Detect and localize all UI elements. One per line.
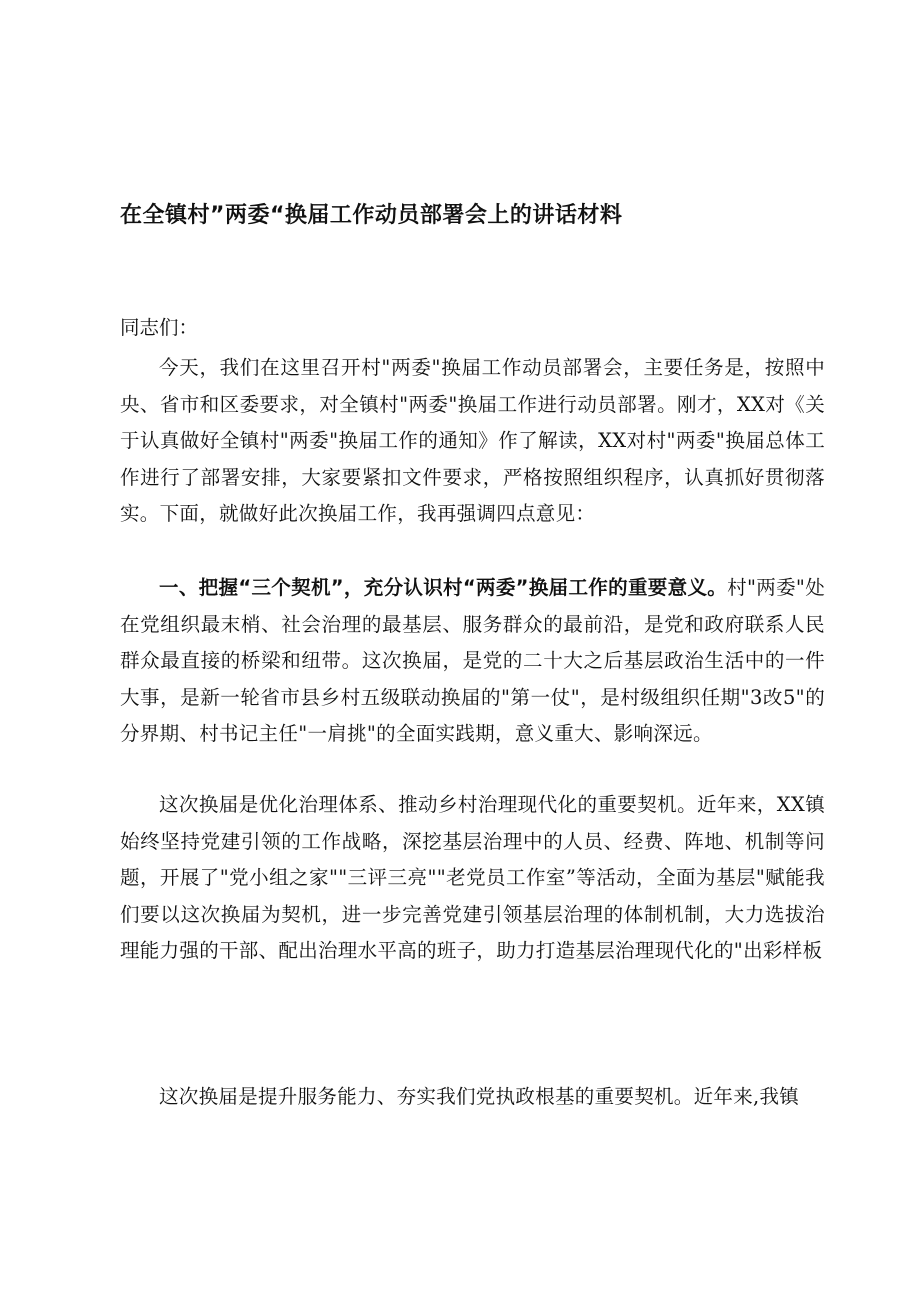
section-heading: 一、把握“三个契机”，充分认识村“两委”换届工作的重要意义。 — [159, 576, 728, 599]
paragraph-service: 这次换届是提升服务能力、夯实我们党执政根基的重要契机。近年来,我镇 — [159, 1085, 800, 1108]
salutation: 同志们： — [120, 316, 199, 339]
section-body: 村"两委"处在党组织最末梢、社会治理的最基层、服务群众的最前沿，是党和政府联系人民群众最直接的桥梁和纽带。这次换届，是党的二十大之后基层政治生活中的一件大事，是新一轮省市县乡村五级联动换届的"第一仗"，是村级组织任期"3改5"的分界期、村书记主任"一肩挑"的全面实践期，意义重大、影响深远。 — [120, 576, 825, 745]
document-title: 在全镇村”两委“换届工作动员部署会上的讲话材料 — [120, 203, 623, 228]
paragraph-section-one — [120, 570, 825, 753]
paragraph-governance: 这次换届是优化治理体系、推动乡村治理现代化的重要契机。近年来，XX镇始终坚持党建引领的工作战略，深挖基层治理中的人员、经费、阵地、机制等问题，开展了"党小组之家""三评三亮""老党员工作室”等活动，全面为基层"赋能我们要以这次换届为契机，进一步完善党建引领基层治理的体制机制，大力选拔治理能力强的干部、配出治理水平高的班子，助力打造基层治理现代化的"出彩样板 — [120, 793, 825, 962]
paragraph-opening: 今天，我们在这里召开村"两委"换届工作动员部署会，主要任务是，按照中央、省市和区委要求，对全镇村"两委"换届工作进行动员部署。刚才，XX对《关于认真做好全镇村"两委"换届工作的通知》作了解读，XX对村"两委"换届总体工作进行了部署安排，大家要紧扣文件要求，严格按照组织程序，认真抓好贯彻落实。下面，就做好此次换届工作，我再强调四点意见： — [120, 356, 825, 525]
